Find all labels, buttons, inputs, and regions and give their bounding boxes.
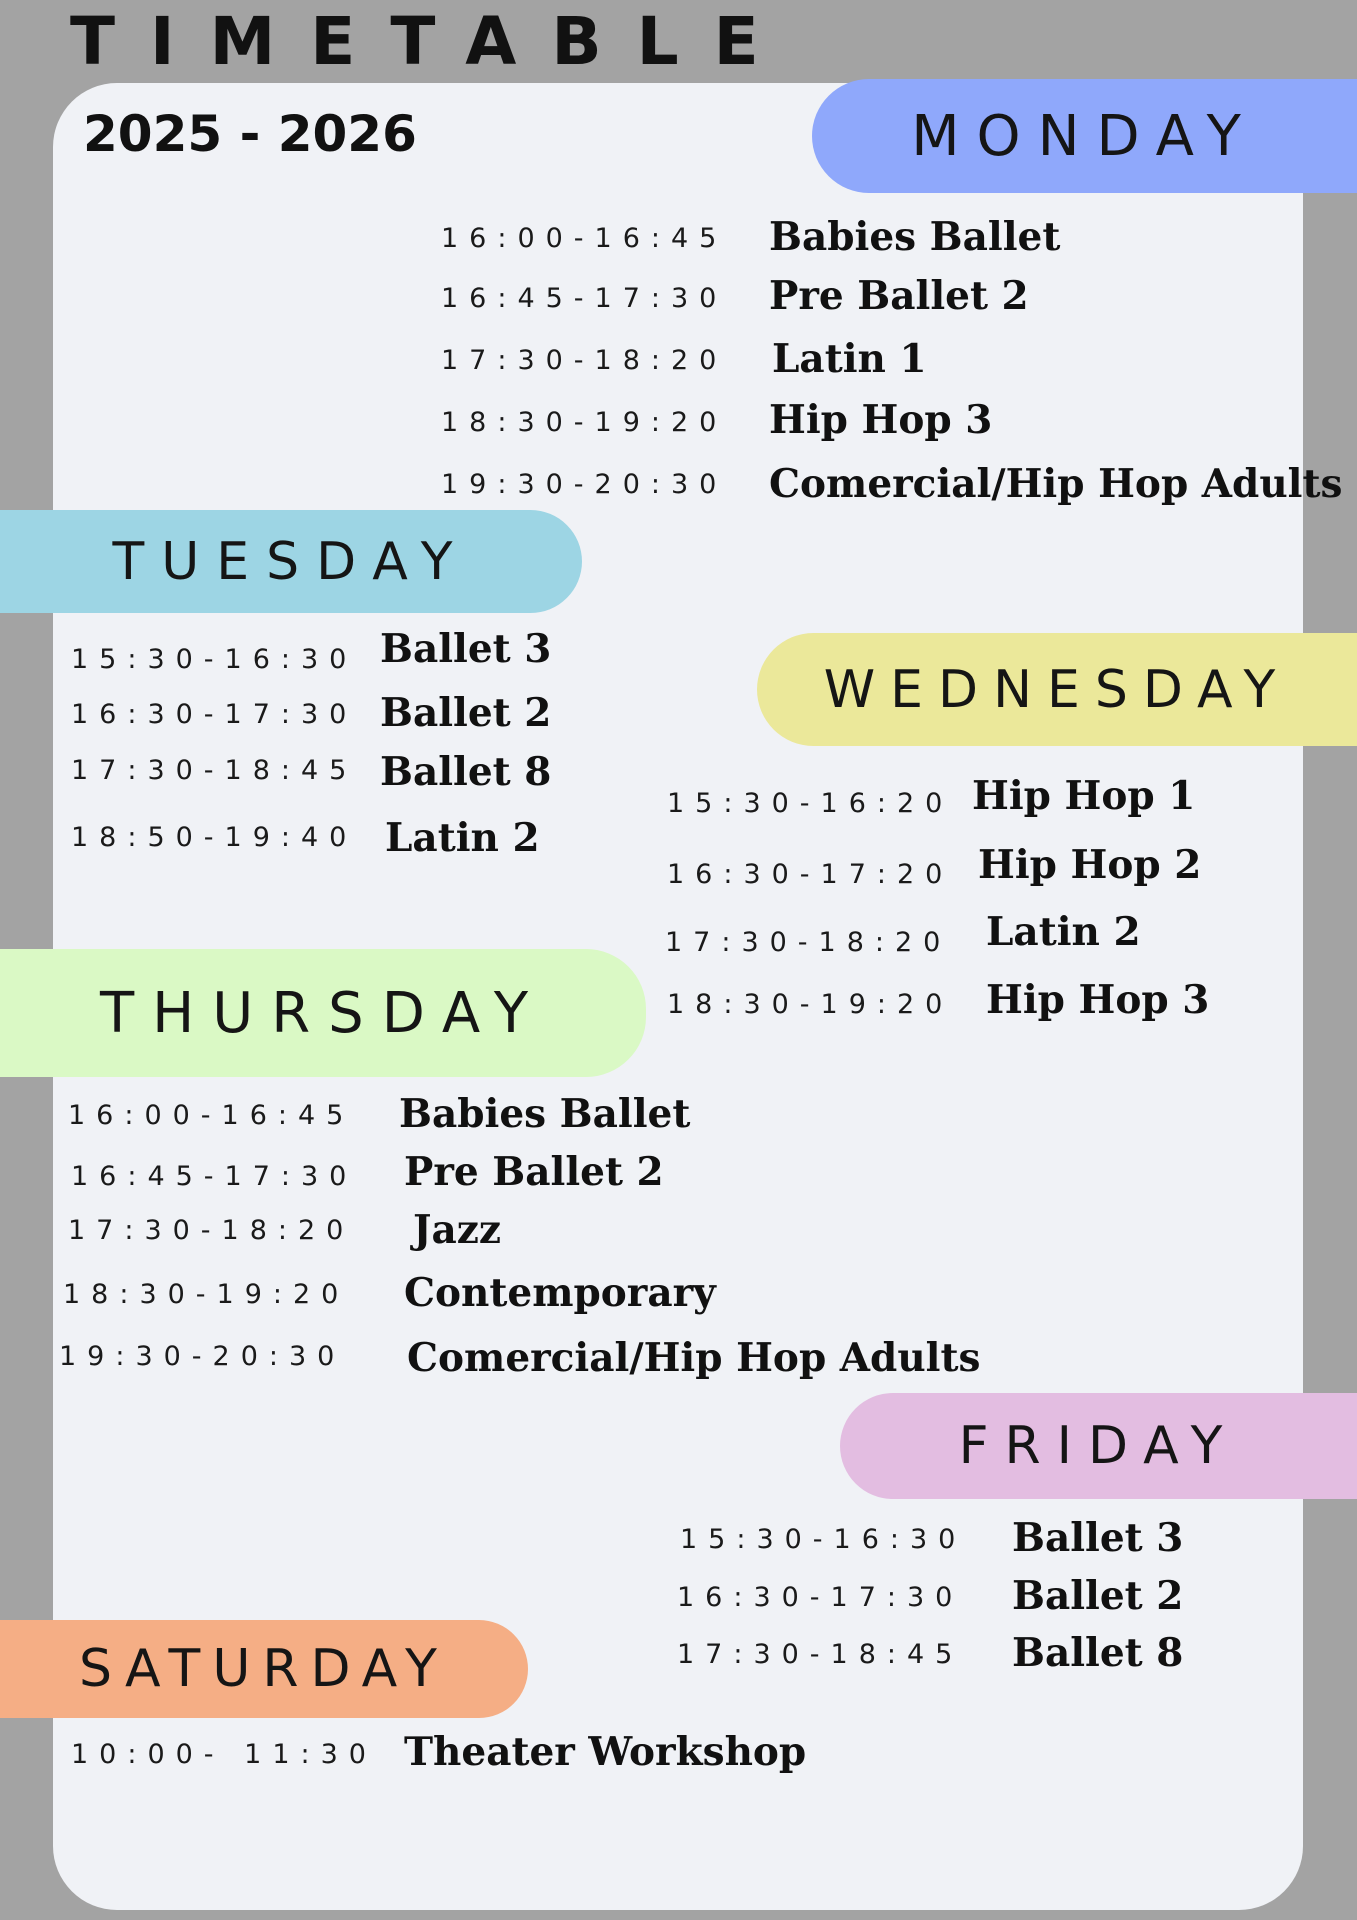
friday-banner: FRIDAY	[840, 1393, 1357, 1499]
tuesday-time-4: 18:50-19:40	[71, 822, 358, 853]
thursday-class-4: Contemporary	[404, 1270, 716, 1316]
tuesday-time-1: 15:30-16:30	[71, 644, 358, 675]
monday-class-4: Hip Hop 3	[769, 397, 993, 443]
monday-time-1: 16:00-16:45	[441, 223, 728, 254]
thursday-time-4: 18:30-19:20	[63, 1279, 350, 1310]
monday-time-4: 18:30-19:20	[441, 407, 728, 438]
monday-class-2: Pre Ballet 2	[769, 273, 1029, 319]
monday-time-2: 16:45-17:30	[441, 283, 728, 314]
wednesday-time-3: 17:30-18:20	[665, 927, 952, 958]
saturday-time-1: 10:00- 11:30	[71, 1739, 377, 1770]
wednesday-class-3: Latin 2	[986, 909, 1141, 955]
thursday-class-1: Babies Ballet	[399, 1091, 691, 1137]
wednesday-time-2: 16:30-17:20	[667, 859, 954, 890]
thursday-time-5: 19:30-20:30	[59, 1341, 346, 1372]
page-title: TIMETABLE	[70, 3, 794, 80]
friday-class-1: Ballet 3	[1012, 1515, 1184, 1561]
school-year: 2025 - 2026	[83, 105, 417, 163]
thursday-time-2: 16:45-17:30	[71, 1161, 358, 1192]
wednesday-time-1: 15:30-16:20	[667, 788, 954, 819]
monday-time-5: 19:30-20:30	[441, 469, 728, 500]
thursday-banner: THURSDAY	[0, 949, 646, 1077]
tuesday-time-2: 16:30-17:30	[71, 699, 358, 730]
wednesday-banner: WEDNESDAY	[757, 633, 1357, 746]
wednesday-class-4: Hip Hop 3	[986, 977, 1210, 1023]
saturday-banner: SATURDAY	[0, 1620, 528, 1718]
monday-class-3: Latin 1	[772, 336, 927, 382]
tuesday-time-3: 17:30-18:45	[71, 755, 358, 786]
wednesday-class-2: Hip Hop 2	[978, 842, 1202, 888]
tuesday-class-2: Ballet 2	[380, 690, 552, 736]
friday-class-3: Ballet 8	[1012, 1630, 1184, 1676]
thursday-class-2: Pre Ballet 2	[404, 1149, 664, 1195]
monday-class-5: Comercial/Hip Hop Adults	[769, 461, 1343, 507]
thursday-class-5: Comercial/Hip Hop Adults	[407, 1335, 981, 1381]
friday-time-3: 17:30-18:45	[677, 1639, 964, 1670]
friday-time-2: 16:30-17:30	[677, 1582, 964, 1613]
friday-time-1: 15:30-16:30	[680, 1524, 967, 1555]
saturday-class-1: Theater Workshop	[404, 1729, 807, 1775]
tuesday-class-4: Latin 2	[385, 815, 540, 861]
thursday-class-3: Jazz	[413, 1207, 502, 1253]
wednesday-class-1: Hip Hop 1	[972, 773, 1196, 819]
monday-banner: MONDAY	[812, 79, 1357, 193]
friday-class-2: Ballet 2	[1012, 1573, 1184, 1619]
monday-class-1: Babies Ballet	[769, 214, 1061, 260]
monday-time-3: 17:30-18:20	[441, 345, 728, 376]
tuesday-banner: TUESDAY	[0, 510, 582, 613]
tuesday-class-3: Ballet 8	[380, 749, 552, 795]
thursday-time-1: 16:00-16:45	[68, 1100, 355, 1131]
tuesday-class-1: Ballet 3	[380, 626, 552, 672]
wednesday-time-4: 18:30-19:20	[667, 989, 954, 1020]
thursday-time-3: 17:30-18:20	[68, 1215, 355, 1246]
